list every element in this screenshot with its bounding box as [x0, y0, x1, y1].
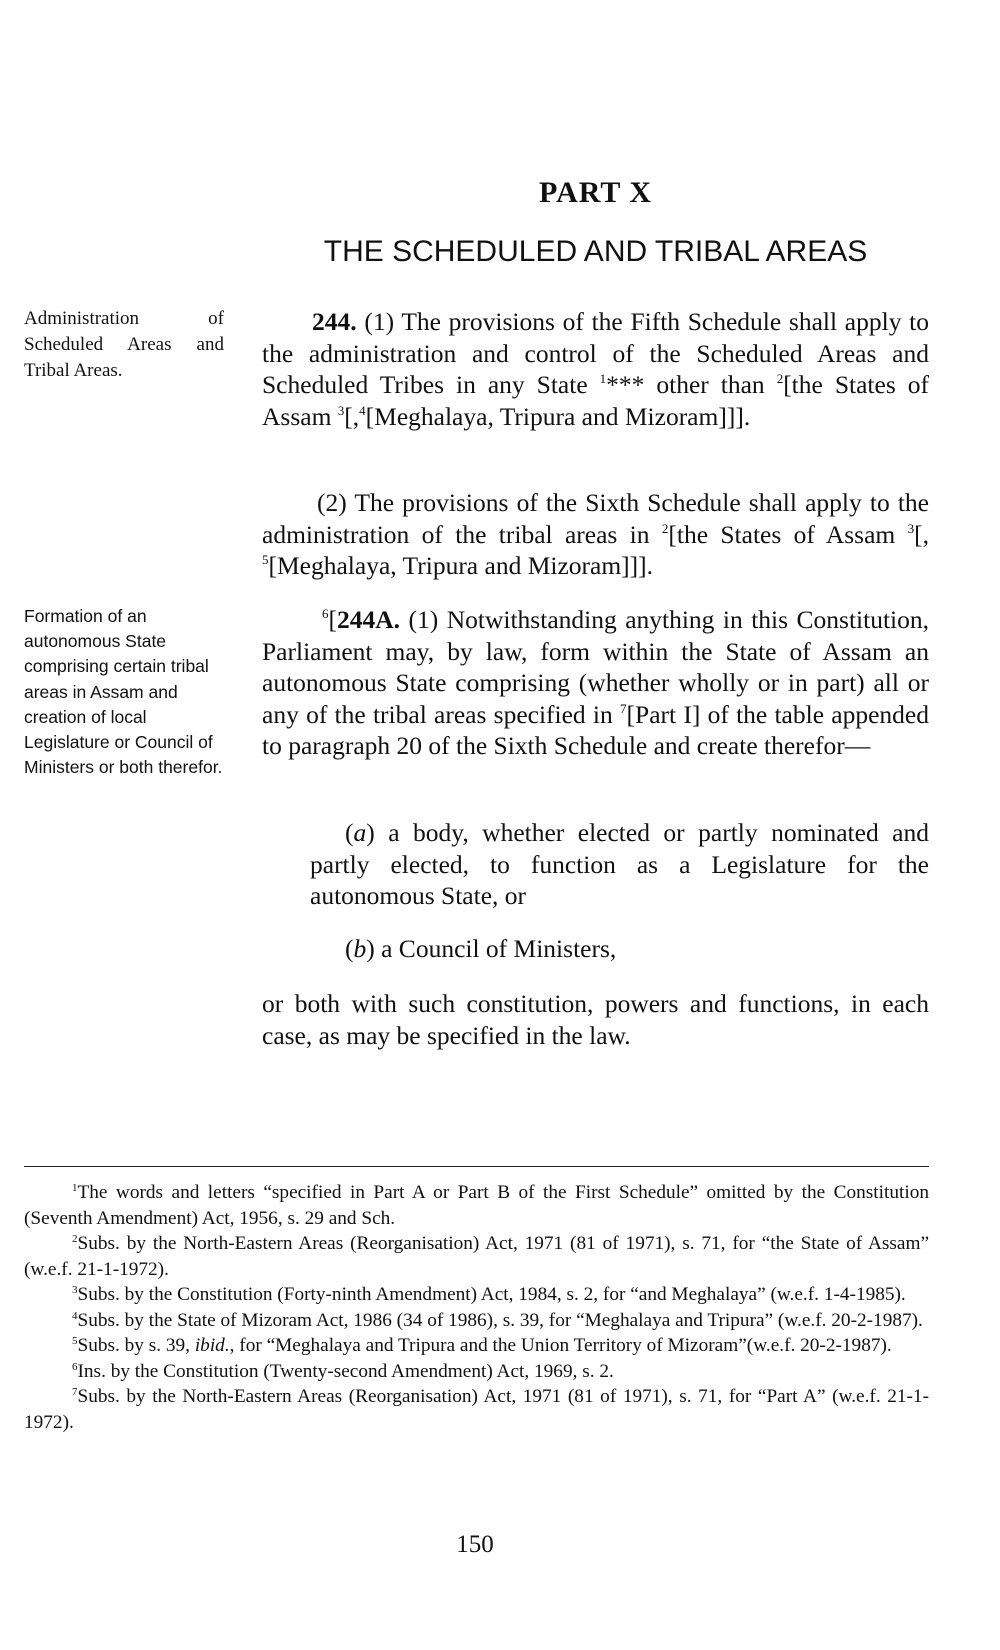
footnote-6: $^6$Ins. by the Constitution (Twenty-second Amendment) Act, 1969, s. 2. [72, 1360, 614, 1382]
footnote-ref-3b[interactable]: 3 [907, 520, 915, 536]
article-244a-clause-1: $^6$[244A. (1) Notwithstanding anything in this Constitution, Parliament may, by law, form within the State of Assam an autonomous State comprising (whether wholly or in part) all or any of the tribal areas specified in $^7$[Part I] of the table appended to paragraph 20 of the Sixth Schedule and create therefor— [262, 605, 929, 761]
footnote-ref-6[interactable]: 6 [322, 606, 329, 621]
footnotes [24, 1180, 929, 1435]
part-subtitle: THE SCHEDULED AND TRIBAL AREAS [323, 235, 868, 268]
footnote-rule [24, 1166, 929, 1167]
part-title: PART X [538, 176, 652, 209]
sidenote-article-244a: Formation of an autonomous State comprising certain tribal areas in Assam and creation of local Legislature or Council of Ministers or both therefor. [24, 606, 223, 778]
footnote-2: $^2$Subs. by the North-Eastern Areas (Reorganisation) Act, 1971 (81 of 1971), s. 71, for “the State of Assam” (w.e.f. 21-1-1972). [24, 1233, 929, 1280]
footnote-ref-5[interactable]: 5 [262, 552, 269, 568]
sidenote-article-244: Administration of Scheduled Areas and Tribal Areas. [24, 308, 224, 381]
sub-clause-a: (a) a body, whether elected or partly nominated and partly elected, to function as a Legislature for the autonomous State, or [310, 818, 929, 911]
article-244a-closing: or both with such constitution, powers and functions, in each case, as may be specified in the law. [262, 989, 929, 1050]
footnote-7: $^7$Subs. by the North-Eastern Areas (Reorganisation) Act, 1971 (81 of 1971), s. 71, for “Part A” (w.e.f. 21-1-1972). [24, 1386, 929, 1433]
footnote-3: $^3$Subs. by the Constitution (Forty-ninth Amendment) Act, 1984, s. 2, for “and Meghalaya” (w.e.f. 1-4-1985). [72, 1284, 906, 1305]
footnote-ref-7[interactable]: 7 [620, 700, 627, 716]
footnote-ref-2b[interactable]: 2 [661, 520, 669, 536]
page-number: 150 [456, 1531, 494, 1558]
footnote-ref-1[interactable]: 1 [599, 371, 607, 387]
footnote-ref-4[interactable]: 4 [359, 402, 366, 418]
footnote-ref-2[interactable]: 2 [776, 371, 784, 387]
article-244-clause-1: 244. (1) The provisions of the Fifth Schedule shall apply to the administration and control of the Scheduled Areas and Scheduled Tribes in any State $^1$*** other than $^2$[the States of Assam $^3$[,$^4$[Meghalaya, Tripura and Mizoram]]]. [262, 307, 929, 431]
footnote-5: $^5$Subs. by s. 39, ibid., for “Meghalaya and Tripura and the Union Territory of Mizoram”(w.e.f. 20-2-1987). [72, 1335, 892, 1356]
footnote-4: $^4$Subs. by the State of Mizoram Act, 1986 (34 of 1986), s. 39, for “Meghalaya and Tripura” (w.e.f. 20-2-1987). [72, 1309, 923, 1331]
article-244-number: 244. [312, 307, 357, 336]
article-244a-number: 244A. [337, 605, 401, 634]
footnote-1: $^1$The words and letters “specified in Part A or Part B of the First Schedule” omitted by the Constitution (Seventh Amendment) Act, 1956, s. 29 and Sch. [24, 1182, 929, 1229]
footnote-ref-3[interactable]: 3 [337, 402, 345, 418]
article-244-clause-2: (2) The provisions of the Sixth Schedule shall apply to the administration of the tribal areas in $^2$[the States of Assam $^3$[, $^5$[Meghalaya, Tripura and Mizoram]]]. [262, 488, 929, 581]
sub-clause-b: (b) a Council of Ministers, [345, 934, 617, 963]
